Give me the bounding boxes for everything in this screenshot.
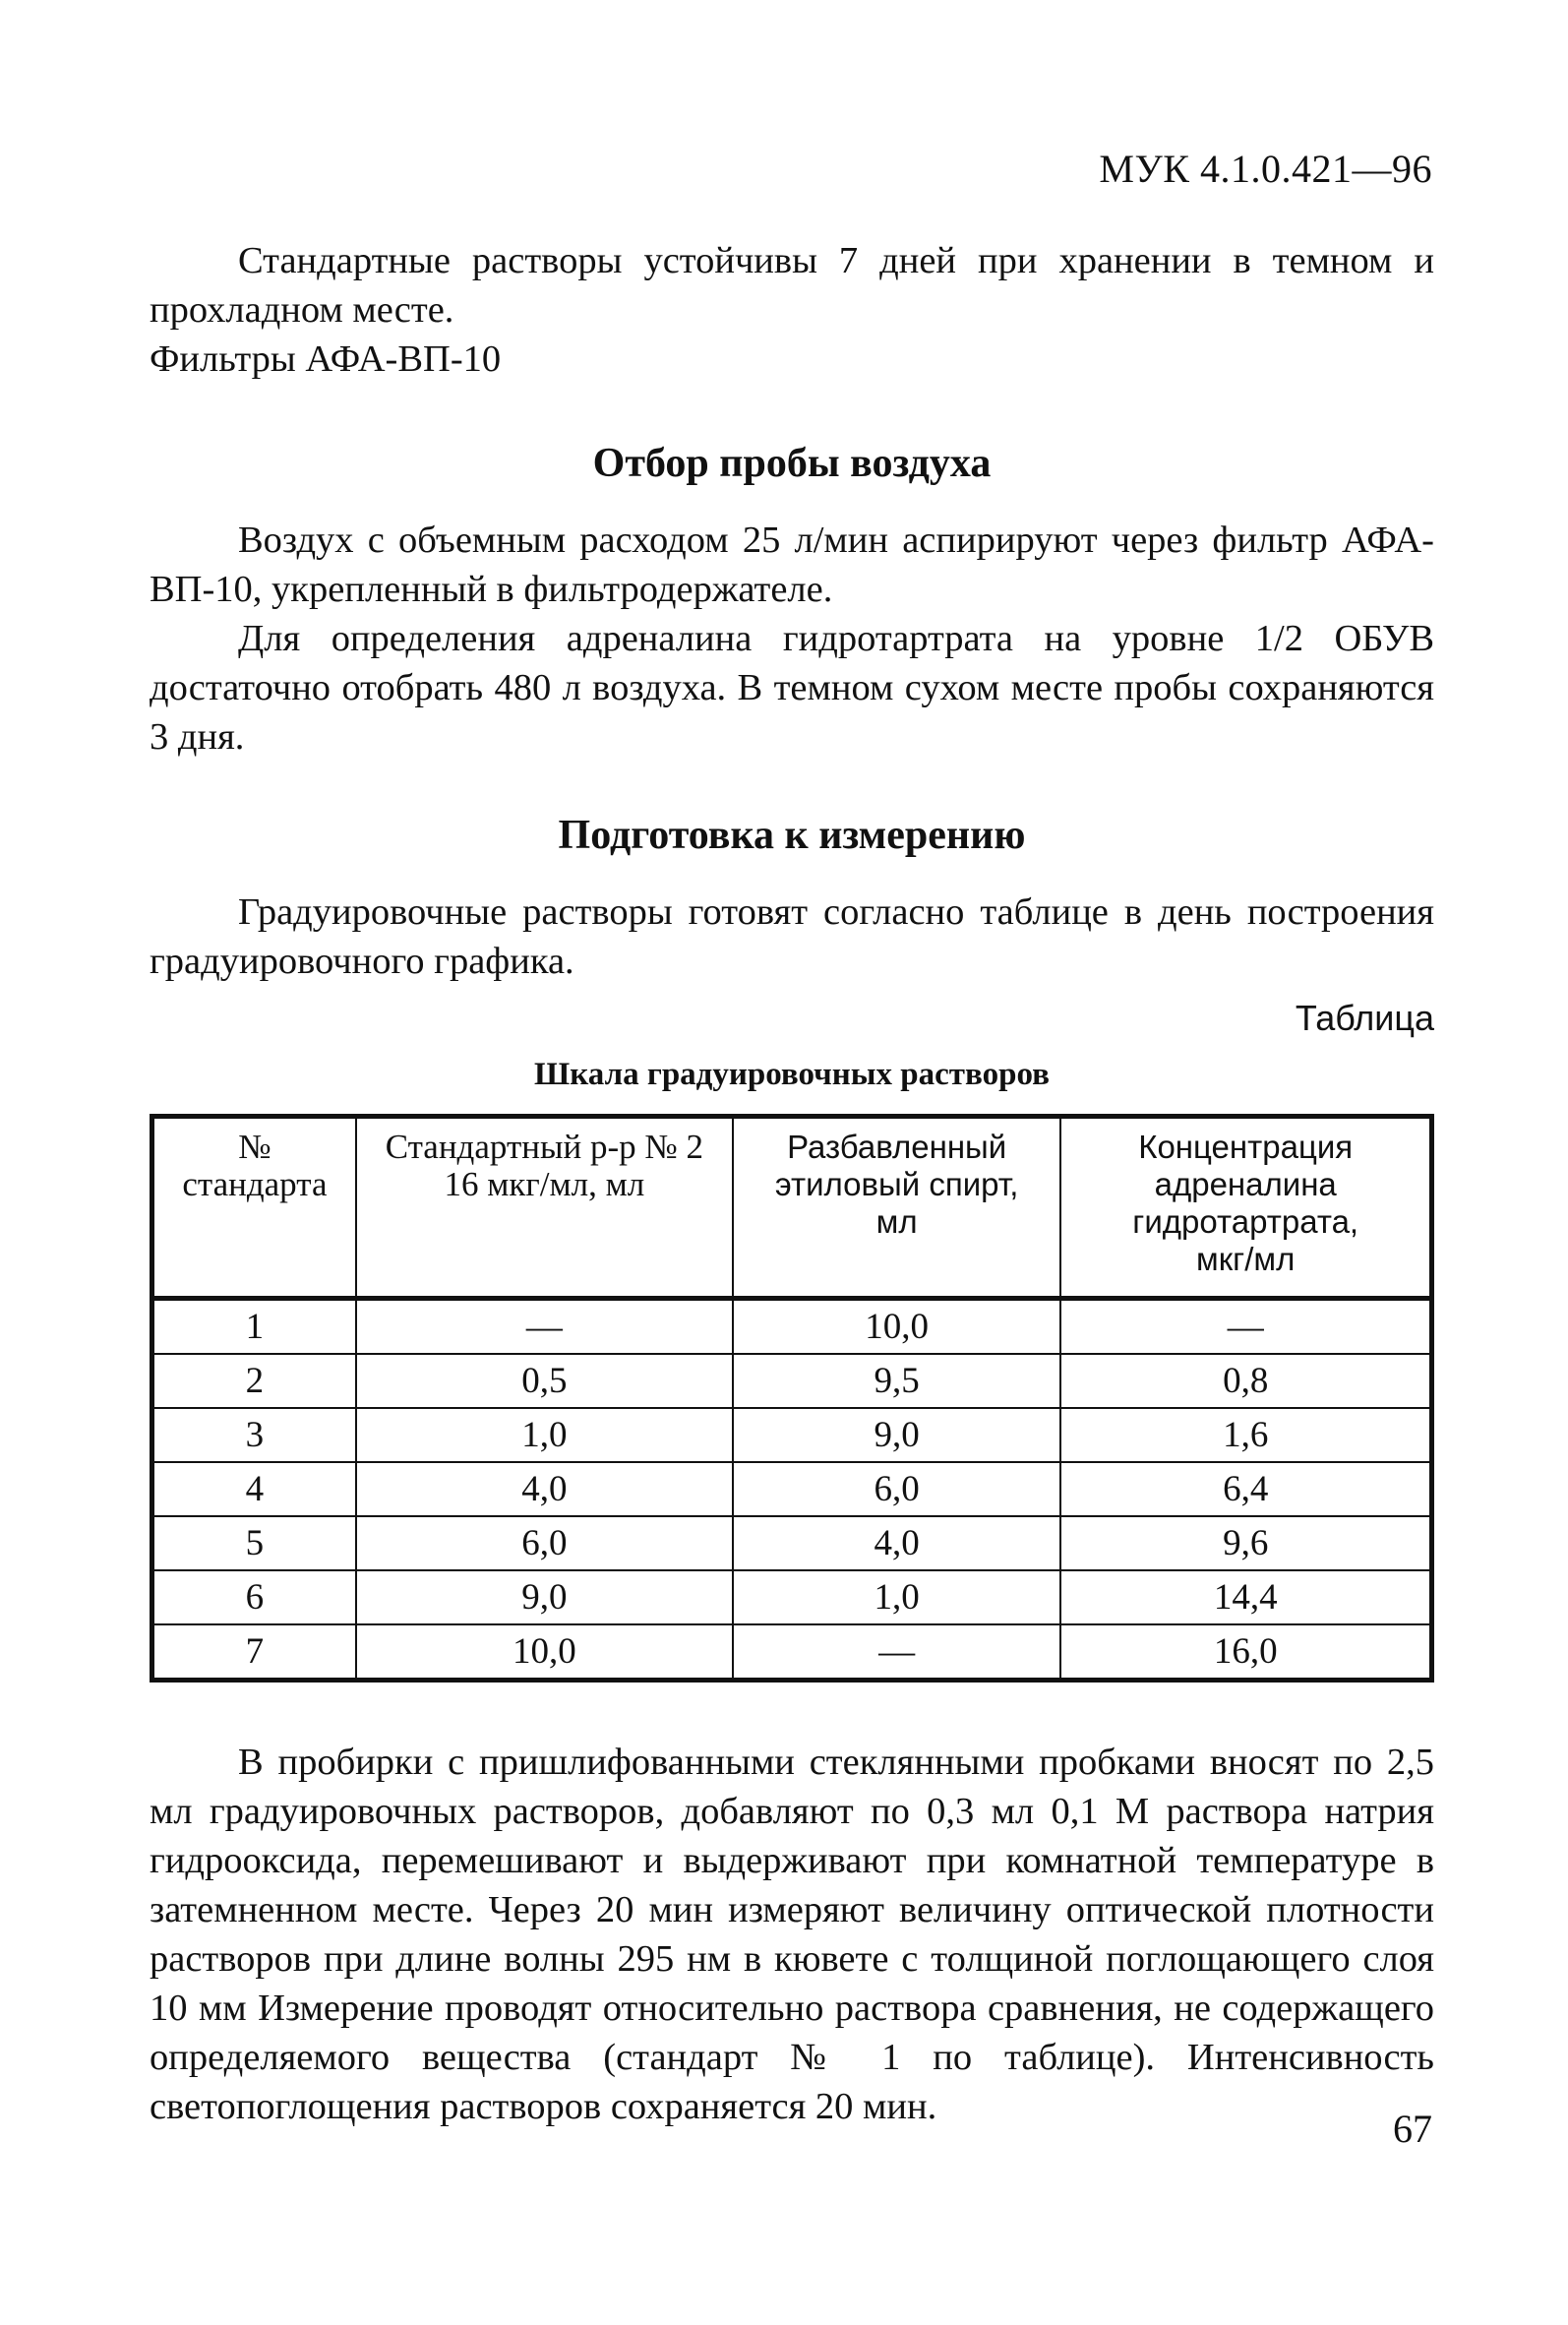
table-cell: 2 [152,1354,356,1408]
column-header-line: Концентрация [1138,1129,1354,1165]
section-heading-sampling: Отбор пробы воздуха [592,441,992,486]
table-cell: 14,4 [1060,1570,1431,1624]
table-cell: 9,0 [356,1570,733,1624]
column-header-ethanol [733,1117,1061,1299]
table-row [152,1516,1432,1570]
table-row [152,1354,1432,1408]
page-number: 67 [1393,2107,1432,2151]
table-cell: 1,0 [356,1408,733,1462]
table-cell: 6 [152,1570,356,1624]
section-heading-preparation: Подготовка к измерению [558,813,1026,858]
column-header-standard-solution [356,1117,733,1299]
column-header-standard-no [152,1117,356,1299]
table-cell: 3 [152,1408,356,1462]
table-cell: 6,4 [1060,1462,1431,1516]
table-cell: 5 [152,1516,356,1570]
column-header-line: адреналина [1154,1166,1337,1202]
table-cell: 1,6 [1060,1408,1431,1462]
sampling-paragraph-1: Воздух с объемным расходом 25 л/мин аспирируют через фильтр АФА-ВП-10, укрепленный в фильтродержателе. [150,520,1434,610]
table-cell: 1,0 [733,1570,1061,1624]
column-header-line: 16 мкг/мл, мл [444,1165,645,1203]
document-code: МУК 4.1.0.421—96 [1099,147,1432,191]
column-header-line: Разбавленный [787,1129,1007,1165]
table-cell: — [1060,1299,1431,1355]
column-header-line: гидротартрата, [1132,1203,1359,1240]
calibration-table [150,1114,1434,1683]
table-cell: — [733,1624,1061,1681]
measurement-paragraph: В пробирки с пришлифованными стеклянными пробками вносят по 2,5 мл градуировочных растворов, добавляют по 0,3 мл 0,1 М раствора натрия гидрооксида, перемешивают и выдерживают при комнатной температуре в затемненном месте. Через 20 мин измеряют величину оптической плотности растворов при длине волны 295 нм в кювете с толщиной поглощающего слоя 10 мм Измерение проводят относительно раствора сравнения, не содержащего определяемого вещества (стандарт № 1 по таблице). Интенсивность светопоглощения растворов сохраняется 20 мин. [150,1742,1434,2127]
table-cell: 0,8 [1060,1354,1431,1408]
page-content [150,236,1434,2131]
table-title: Шкала градуировочных растворов [534,1057,1050,1092]
table-cell: 9,5 [733,1354,1061,1408]
table-cell: 9,0 [733,1408,1061,1462]
table-cell: — [356,1299,733,1355]
table-label: Таблица [1295,998,1434,1038]
table-cell: 10,0 [356,1624,733,1681]
table-cell: 9,6 [1060,1516,1431,1570]
column-header-line: мкг/мл [1196,1241,1296,1277]
column-header-line: стандарта [182,1165,328,1203]
table-cell: 1 [152,1299,356,1355]
filters-line: Фильтры АФА-ВП-10 [150,338,502,380]
table-row [152,1299,1432,1355]
sampling-paragraph-2: Для определения адреналина гидротартрата на уровне 1/2 ОБУВ достаточно отобрать 480 л воздуха. В темном сухом месте пробы сохраняются 3 дня. [150,618,1434,758]
column-header-line: этиловый спирт, [774,1166,1019,1202]
table-cell: 7 [152,1624,356,1681]
preparation-paragraph: Градуировочные растворы готовят согласно таблице в день построения градуировочного графика. [150,891,1434,982]
table-row [152,1462,1432,1516]
column-header-concentration [1060,1117,1431,1299]
table-header-row [152,1117,1432,1299]
table-cell: 0,5 [356,1354,733,1408]
table-cell: 6,0 [733,1462,1061,1516]
table-row [152,1570,1432,1624]
table-row [152,1408,1432,1462]
table-cell: 10,0 [733,1299,1061,1355]
column-header-line: мл [875,1203,918,1240]
table-cell: 6,0 [356,1516,733,1570]
column-header-line: Стандартный р-р № 2 [385,1128,704,1166]
column-header-line: № [238,1128,271,1166]
table-cell: 4 [152,1462,356,1516]
table-cell: 4,0 [356,1462,733,1516]
table-cell: 4,0 [733,1516,1061,1570]
table-cell: 16,0 [1060,1624,1431,1681]
intro-paragraph: Стандартные растворы устойчивы 7 дней при хранении в темном и прохладном месте. [150,240,1434,331]
table-row [152,1624,1432,1681]
